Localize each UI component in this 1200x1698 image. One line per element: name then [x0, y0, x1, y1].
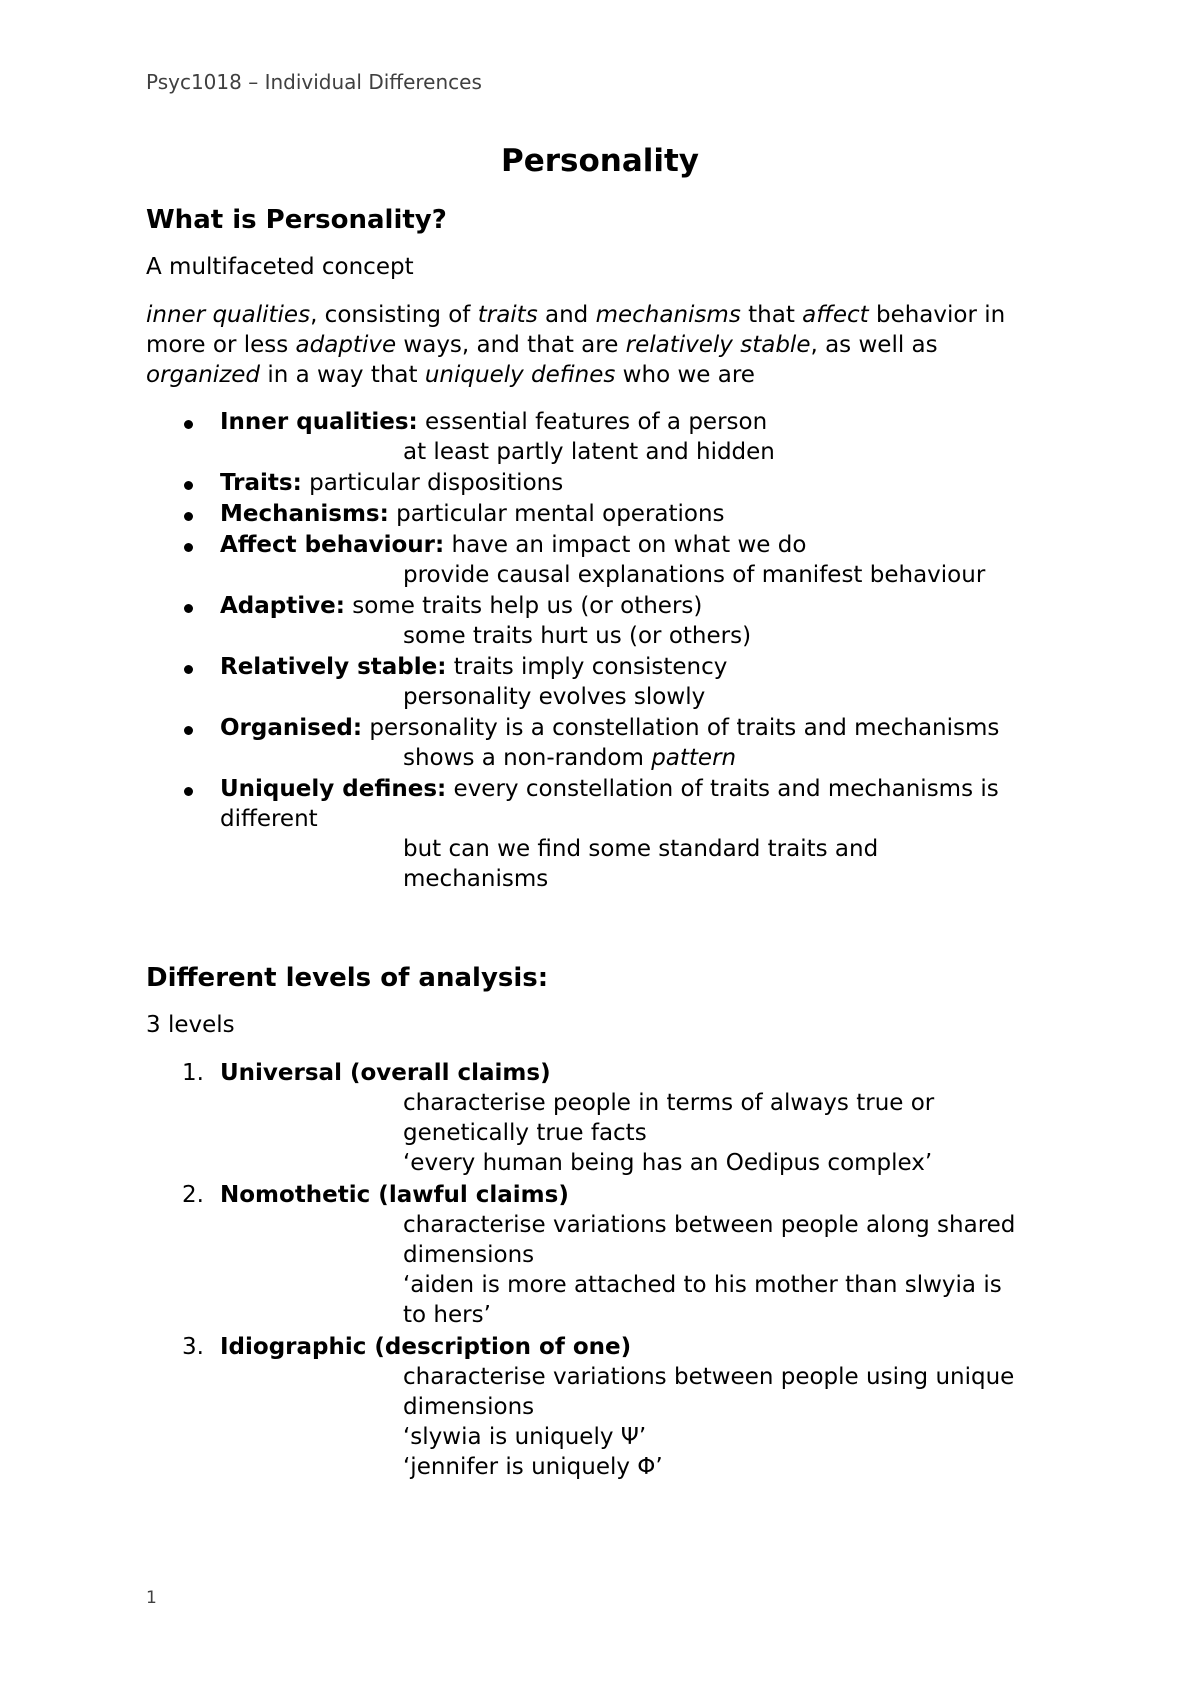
bullet-term: Inner qualities:: [220, 409, 418, 435]
level-description: [403, 1088, 1083, 1178]
def-term: uniquely defines: [424, 362, 616, 388]
list-number: 2.: [182, 1182, 204, 1208]
bullet-continuation: provide causal explanations of manifest behaviour: [403, 562, 986, 588]
def-text: in a way that: [260, 362, 425, 388]
bullet-term: Adaptive:: [220, 593, 345, 619]
bullet-text: different: [220, 806, 318, 832]
bullet-text: personality is a constellation of traits and mechanisms: [362, 715, 1000, 741]
bullet-continuation-text: but can we find some standard traits and: [403, 836, 879, 862]
level-title-text: Nomothetic (lawful claims): [220, 1182, 569, 1208]
definition-paragraph: [146, 300, 1076, 390]
level-line: characterise variations between people along shared: [403, 1212, 1016, 1238]
intro-text: A multifaceted concept: [146, 254, 414, 280]
level-title-text: Universal (overall claims): [220, 1060, 551, 1086]
bullet-continuation: [403, 834, 1083, 894]
bullet-marker: [184, 787, 193, 796]
bullet-marker: [184, 512, 193, 521]
section-heading-levels-of-analysis: Different levels of analysis:: [146, 963, 549, 993]
bullet-marker: [184, 543, 193, 552]
bullet-continuation: personality evolves slowly: [403, 684, 706, 710]
def-term: relatively stable: [625, 332, 811, 358]
def-term: inner qualities: [146, 302, 311, 328]
def-term: organized: [146, 362, 261, 388]
list-number: 3.: [182, 1334, 204, 1360]
bullet-continuation: some traits hurt us (or others): [403, 623, 752, 649]
bullet-term: Organised:: [220, 715, 363, 741]
level-title: [220, 1180, 1080, 1210]
level-line: ‘slywia is uniquely Ψ’: [403, 1424, 647, 1450]
level-line: to hers’: [403, 1302, 491, 1328]
bullet-text: particular dispositions: [301, 470, 564, 496]
def-text: behavior in: [868, 302, 1006, 328]
level-line: ‘every human being has an Oedipus complex’: [403, 1150, 933, 1176]
level-line: dimensions: [403, 1394, 535, 1420]
level-line: characterise variations between people using unique: [403, 1364, 1015, 1390]
bullet-text: essential features of a person: [417, 409, 768, 435]
def-text: ways, and that are: [396, 332, 626, 358]
bullet-term: Mechanisms:: [220, 501, 389, 527]
level-line: genetically true facts: [403, 1120, 647, 1146]
bullet-text: have an impact on what we do: [444, 532, 807, 558]
document-title: Personality: [500, 143, 700, 179]
bullet-marker: [184, 604, 193, 613]
bullet-text: every constellation of traits and mechanisms is: [446, 776, 999, 802]
def-term: traits: [477, 302, 538, 328]
list-item: [220, 713, 1080, 743]
page-number: 1: [146, 1588, 157, 1608]
def-text: and: [537, 302, 596, 328]
levels-intro: 3 levels: [146, 1012, 235, 1038]
section-heading-what-is-personality: What is Personality?: [146, 205, 447, 235]
level-description: [403, 1210, 1083, 1330]
def-text: that: [740, 302, 803, 328]
bullet-marker: [184, 481, 193, 490]
level-line: dimensions: [403, 1242, 535, 1268]
def-text: more or less: [146, 332, 296, 358]
def-text: , as well as: [810, 332, 938, 358]
bullet-continuation-italic: pattern: [651, 745, 737, 771]
def-text: who we are: [615, 362, 755, 388]
bullet-continuation: [403, 743, 1083, 773]
list-item: [220, 499, 1080, 529]
bullet-marker: [184, 726, 193, 735]
bullet-continuation-text: mechanisms: [403, 866, 549, 892]
bullet-continuation: at least partly latent and hidden: [403, 439, 775, 465]
bullet-text: some traits help us (or others): [344, 593, 703, 619]
def-term: adaptive: [295, 332, 397, 358]
list-item: [220, 774, 1080, 834]
bullet-term: Traits:: [220, 470, 302, 496]
level-line: characterise people in terms of always true or: [403, 1090, 935, 1116]
level-title: [220, 1058, 1080, 1088]
list-item: [220, 468, 1080, 498]
bullet-marker: [184, 420, 193, 429]
list-item: [220, 407, 1080, 437]
bullet-marker: [184, 665, 193, 674]
bullet-text: particular mental operations: [388, 501, 725, 527]
level-line: ‘aiden is more attached to his mother than slwyia is: [403, 1272, 1002, 1298]
bullet-term: Relatively stable:: [220, 654, 447, 680]
bullet-continuation-text: shows a non-random: [403, 745, 652, 771]
def-term: affect: [802, 302, 869, 328]
list-number: 1.: [182, 1060, 204, 1086]
level-description: [403, 1362, 1083, 1482]
page-header: Psyc1018 – Individual Differences: [146, 70, 482, 94]
level-title: [220, 1332, 1080, 1362]
def-text: , consisting of: [310, 302, 478, 328]
def-term: mechanisms: [595, 302, 741, 328]
list-item: [220, 530, 1080, 560]
list-item: [220, 591, 1080, 621]
bullet-term: Uniquely defines:: [220, 776, 447, 802]
level-title-text: Idiographic (description of one): [220, 1334, 632, 1360]
list-item: [220, 652, 1080, 682]
bullet-text: traits imply consistency: [446, 654, 728, 680]
bullet-term: Affect behaviour:: [220, 532, 445, 558]
level-line: ‘jennifer is uniquely Φ’: [403, 1454, 663, 1480]
